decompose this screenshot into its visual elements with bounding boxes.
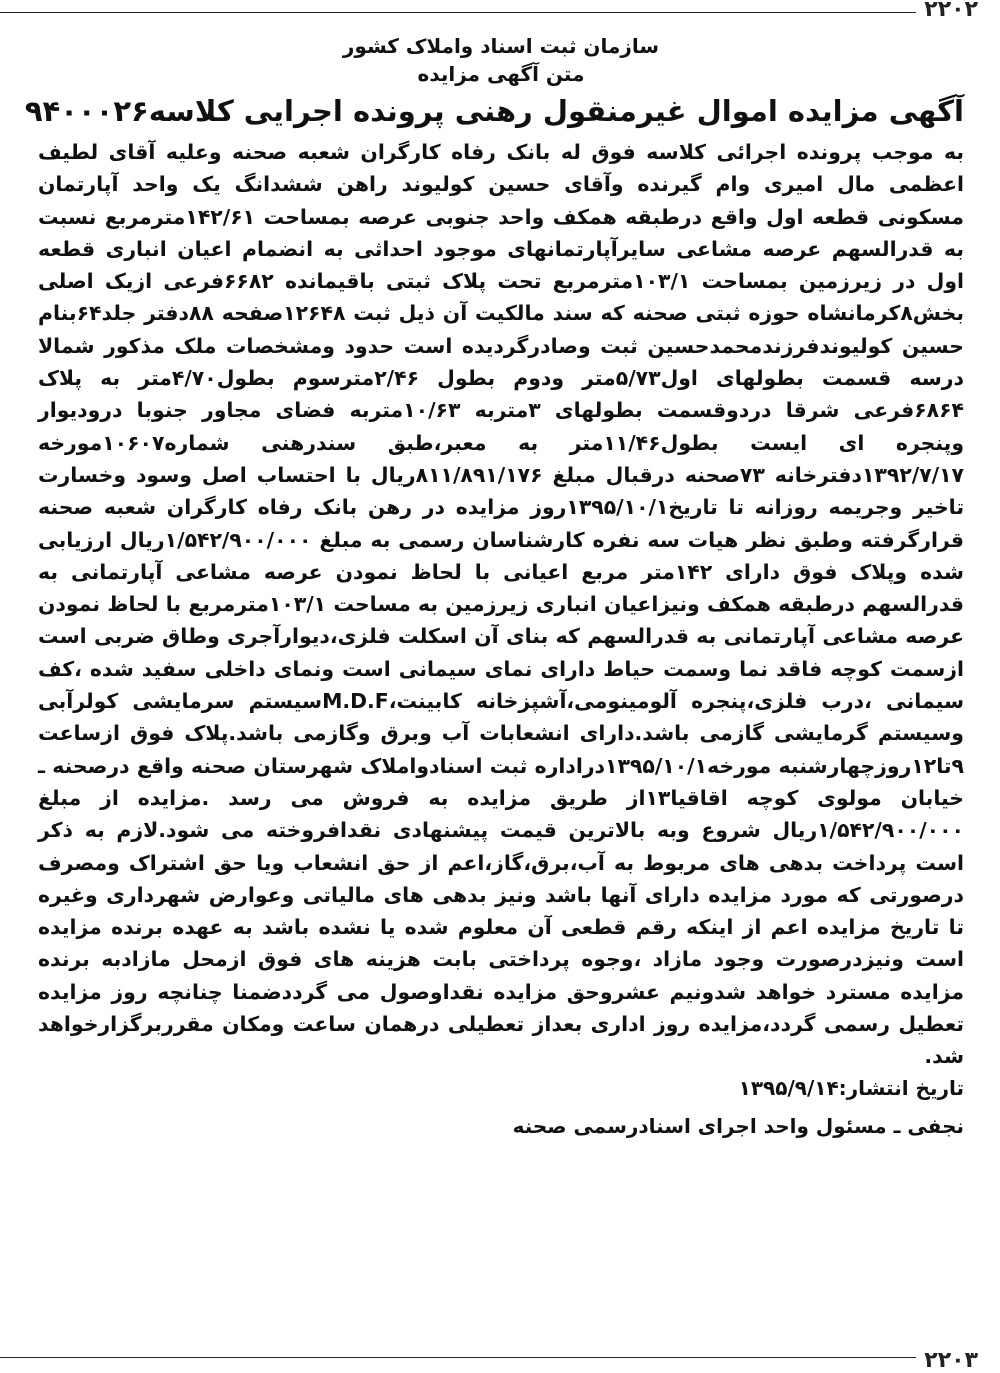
publication-date: تاریخ انتشار:۱۳۹۵/۹/۱۴	[738, 1075, 964, 1100]
signature-line: نجفی ـ مسئول واحد اجرای اسنادرسمی صحنه	[512, 1113, 964, 1138]
organization-heading: سازمان ثبت اسناد واملاک کشور	[342, 34, 660, 58]
notice-title: آگهی مزایده اموال غیرمنقول رهنی پرونده اجرایی کلاسه۹۴۰۰۰۲۶	[24, 94, 964, 128]
notice-subtitle: متن آگهی مزایده	[417, 62, 585, 86]
bottom-rule	[0, 1357, 916, 1358]
top-rule	[0, 12, 916, 13]
notice-body: به موجب پرونده اجرائی کلاسه فوق له بانک رفاه کارگران شعبه صحنه وعلیه آقای لطیف اعظمی مال امیری وام گیرنده وآقای حسین کولیوند راهن ششدانگ یک واحد آپارتمان مسکونی قطعه اول واقع درطبقه همکف واحد جنوبی عرصه بمساحت ۱۴۲/۶۱مترمربع نسبت به قدرالسهم عرصه مشاعی سایرآپارتمانهای موجود احداثی به انضمام اعیان انباری قطعه اول در زیرزمین بمساحت ۱۰۳/۱مترمربع تحت پلاک ثبتی باقیمانده ۶۶۸۲فرعی ازیک اصلی بخش۸کرمانشاه حوزه ثبتی صحنه که سند مالکیت آن ذیل ثبت ۱۲۶۴۸صفحه ۸۸دفتر جلد۶۴بنام حسین کولیوندفرزندمحمدحسین ثبت وصادرگردیده است حدود ومشخصات ملک مذکور شمالا درسه قسمت بطولهای اول۵/۷۳متر ودوم بطول ۲/۴۶مترسوم بطول۴/۷۰متر به پلاک ۶۸۶۴فرعی شرقا دردوقسمت بطولهای ۳متربه ۱۰/۶۳متربه فضای مجاور جنوبا درودیوار وپنجره ای ایست بطول۱۱/۴۶متر به معبر،طبق سندرهنی شماره۱۰۶۰۷مورخه ۱۳۹۲/۷/۱۷دفترخانه ۷۳صحنه درقبال مبلغ ۸۱۱/۸۹۱/۱۷۶ریال با احتساب اصل وسود وخسارت تاخیر وجریمه روزانه تا تاریخ۱۳۹۵/۱۰/۱روز مزایده در رهن بانک رفاه کارگران شعبه صحنه قرارگرفته وطبق نظر هیات سه نفره کارشناسان رسمی به مبلغ ۱/۵۴۲/۹۰۰/۰۰۰ریال ارزیابی شده وپلاک فوق دارای ۱۴۲متر مربع اعیانی با لحاظ نمودن عرصه مشاعی آپارتمانی به قدرالسهم درطبقه همکف ونیزاعیان انباری زیرزمین به مساحت ۱۰۳/۱مترمربع با لحاظ نمودن عرصه مشاعی آپارتمانی به قدرالسهم که بنای آن اسکلت فلزی،دیوارآجری وطاق ضربی است ازسمت کوچه فاقد نما وسمت حیاط دارای نمای سیمانی است ونمای داخلی سفید شده ،کف سیمانی ،درب فلزی،پنجره آلومینومی،آشپزخانه کابینت،M.D.Fسیستم سرمایشی کولرآبی وسیستم گرمایشی گازمی باشد.دارای انشعابات آب وبرق وگازمی باشد.پلاک فوق ازساعت ۹تا۱۲روزچهارشنبه مورخه۱۳۹۵/۱۰/۱دراداره ثبت اسنادواملاک شهرستان صحنه واقع درصحنه ـ خیابان مولوی کوچه اقاقیا۱۳از طریق مزایده به فروش می رسد .مزایده از مبلغ ۱/۵۴۲/۹۰۰/۰۰۰ریال شروع وبه بالاترین قیمت پیشنهادی نقدافروخته می شود.لازم به ذکر است پرداخت بدهی های مربوط به آب،برق،گاز،اعم از حق انشعاب ویا حق اشتراک ومصرف درصورتی که مورد مزایده دارای آنها باشد ونیز بدهی های مالیاتی وعوارض شهرداری وغیره تا تاریخ مزایده اعم از اینکه رقم قطعی آن معلوم شده یا نشده باشد به عهده برنده مزایده است ونیزدرصورت وجود مازاد ،وجوه پرداختی بابت هزینه های فوق ازمحل مازادبه برنده مزایده مسترد خواهد شدونیم عشروحق مزایده نقداوصول می گرددضمنا چنانچه روز مزایده تعطیل رسمی گردد،مزایده روز اداری بعداز تعطیلی درهمان ساعت ومکان مقرربرگزارخواهد شد.	[38, 140, 965, 1069]
page-number-top: ۲۲۰۲	[924, 0, 978, 22]
page-number-bottom: ۲۲۰۳	[924, 1348, 978, 1373]
auction-notice	[24, 32, 965, 1141]
